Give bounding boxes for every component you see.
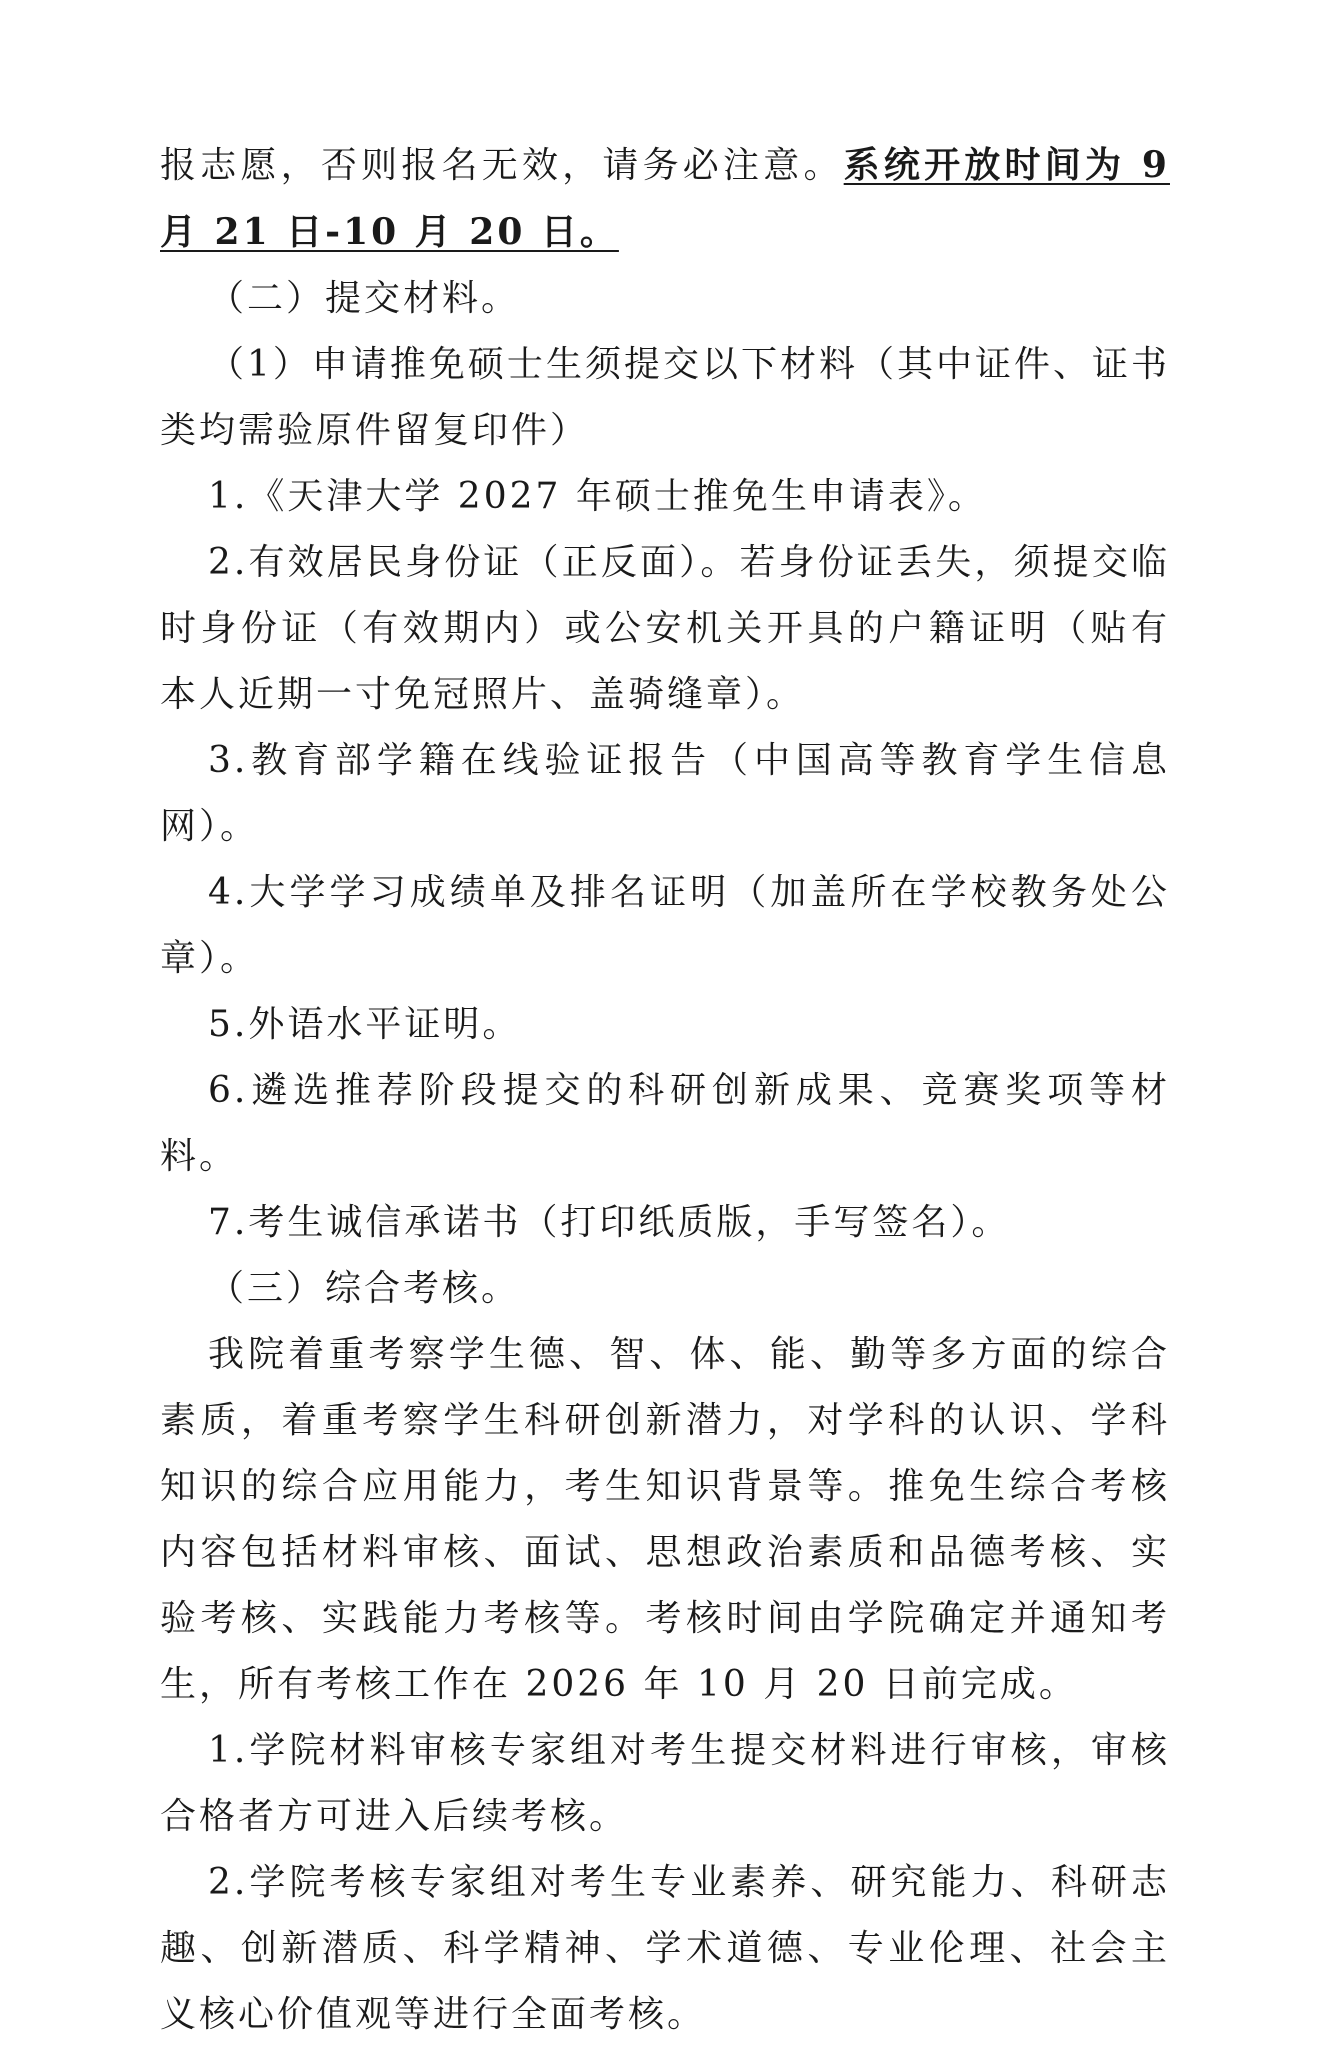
section-heading-materials: （二）提交材料。 (208, 278, 521, 319)
material-item-5: 5.外语水平证明。 (208, 1004, 522, 1045)
assessment-step-2: 2.学院考核专家组对考生专业素养、研究能力、科研志趣、创新潜质、科学精神、学术道德、专业伦理、社会主义核心价值观等进行全面考核。 (160, 1862, 1170, 2035)
system-open-period: 系统开放时间为 9 月 21 日-10 月 20 日。 (160, 144, 1170, 253)
material-item-6: 6.遴选推荐阶段提交的科研创新成果、竞赛奖项等材料。 (160, 1070, 1170, 1177)
material-item-7: 7.考生诚信承诺书（打印纸质版，手写签名）。 (208, 1202, 1011, 1243)
material-item-2: 2.有效居民身份证（正反面）。若身份证丢失，须提交临时身份证（有效期内）或公安机关开具的户籍证明（贴有本人近期一寸免冠照片、盖骑缝章）。 (160, 542, 1170, 715)
material-item-4: 4.大学学习成绩单及排名证明（加盖所在学校教务处公章）。 (160, 872, 1170, 979)
paragraph-registration-notice (160, 132, 1170, 266)
document-page (160, 132, 1170, 2048)
material-item-1: 1.《天津大学 2027 年硕士推免生申请表》。 (208, 476, 987, 517)
section-heading-assessment: （三）综合考核。 (208, 1268, 521, 1309)
assessment-description: 我院着重考察学生德、智、体、能、勤等多方面的综合素质，着重考察学生科研创新潜力，对学科的认识、学科知识的综合应用能力，考生知识背景等。推免生综合考核内容包括材料审核、面试、思想政治素质和品德考核、实验考核、实践能力考核等。考核时间由学院确定并通知考生，所有考核工作在 2026 年 10 月 20 日前完成。 (160, 1334, 1170, 1705)
material-item-3: 3.教育部学籍在线验证报告（中国高等教育学生信息网）。 (160, 740, 1170, 847)
registration-warning-text: 报志愿，否则报名无效，请务必注意。 (160, 145, 844, 186)
assessment-step-1: 1.学院材料审核专家组对考生提交材料进行审核，审核合格者方可进入后续考核。 (160, 1730, 1170, 1837)
materials-intro: （1）申请推免硕士生须提交以下材料（其中证件、证书类均需验原件留复印件） (160, 344, 1170, 451)
